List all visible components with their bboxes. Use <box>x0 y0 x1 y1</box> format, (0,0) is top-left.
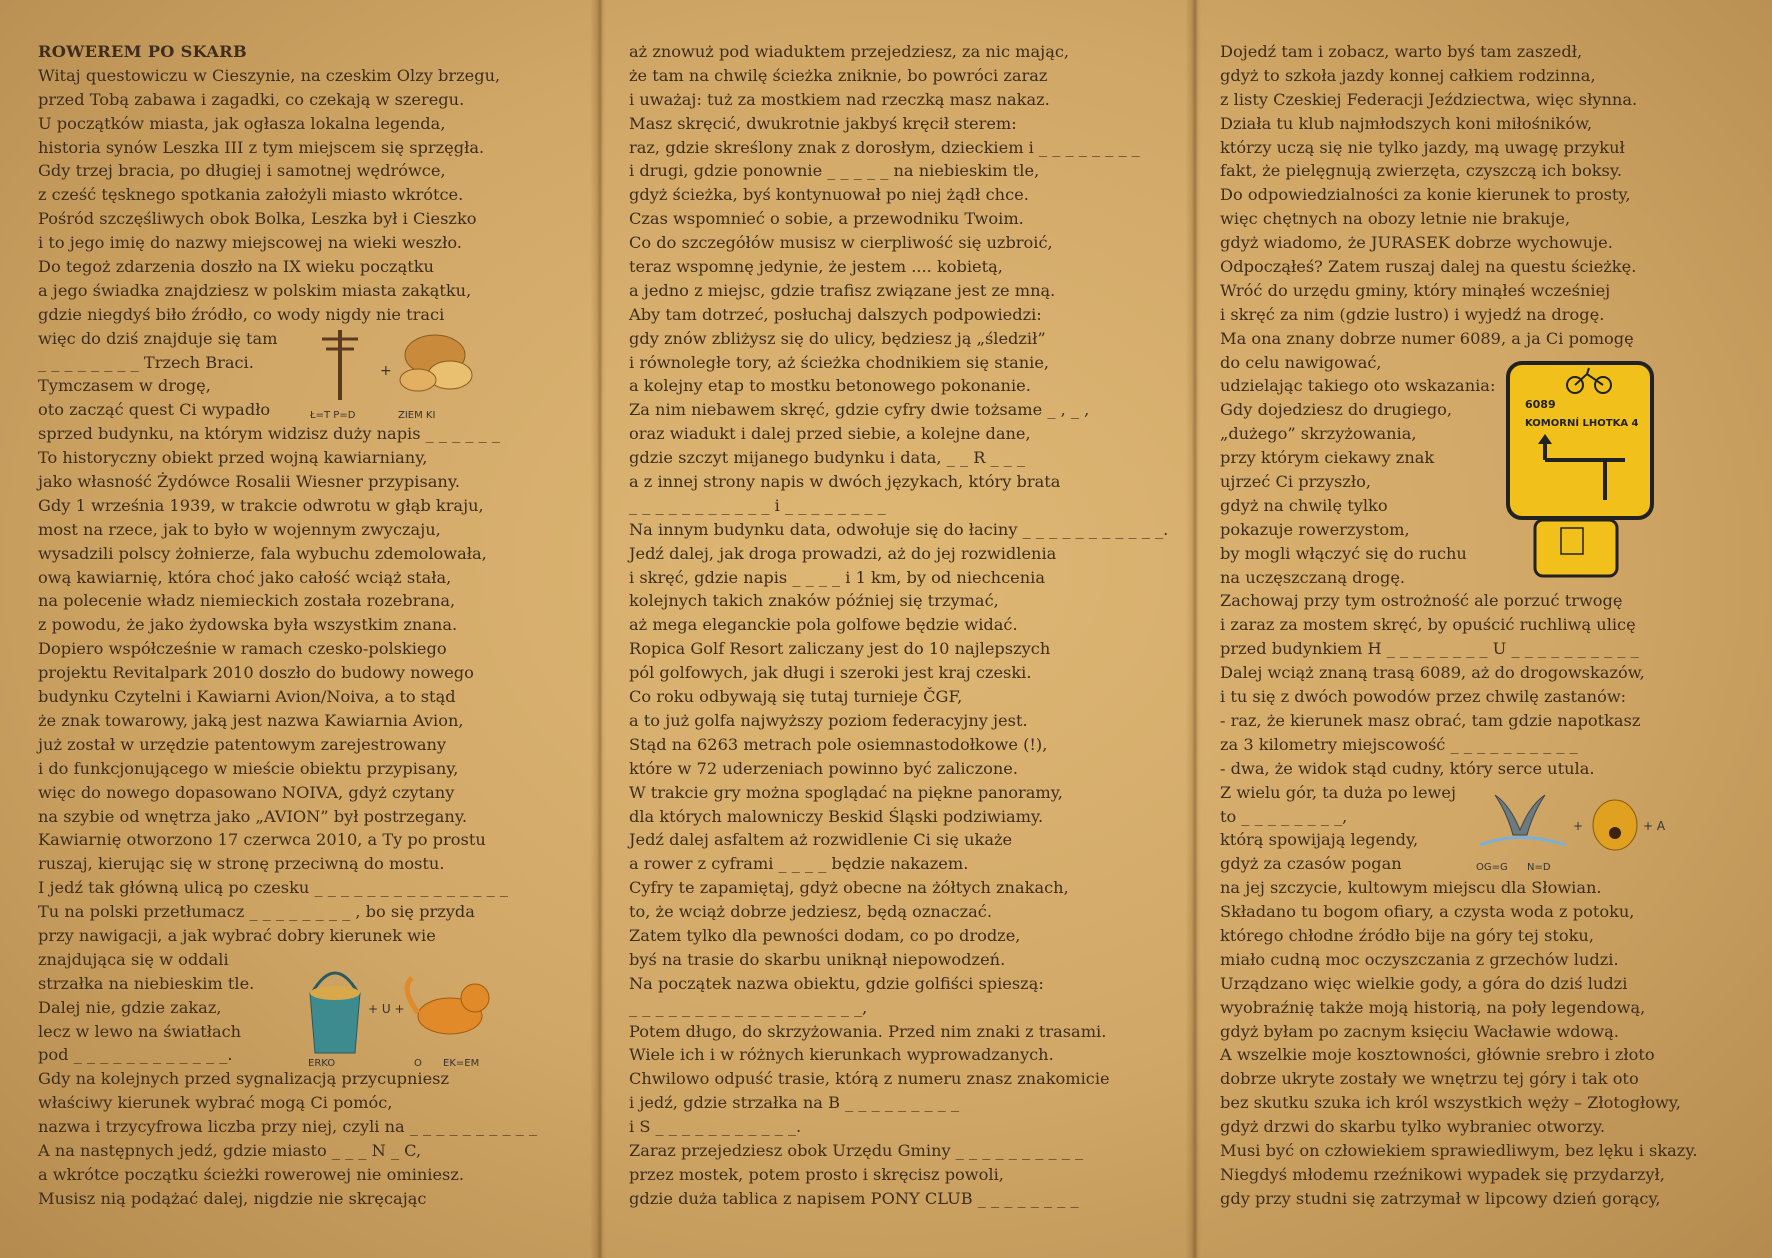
column-3 <box>1220 40 1760 1211</box>
text-line: Pośród szczęśliwych obok Bolka, Leszka był i Cieszko <box>38 209 477 229</box>
text-line: i uważaj: tuż za mostkiem nad rzeczką masz nakaz. <box>629 89 1050 109</box>
text-line: na uczęszczaną drogę. <box>1220 567 1406 587</box>
text-line: teraz wspomnę jedynie, że jestem .... kobietą, <box>629 257 1003 277</box>
text-line: Jedź dalej asfaltem aż rozwidlenie Ci się ukaże <box>629 830 1013 850</box>
sign-number: 6089 <box>1525 398 1556 411</box>
text-line: przez mostek, potem prosto i skręcisz powoli, <box>629 1164 1004 1184</box>
text-line: Urządzano więc wielkie gody, a góra do dziś ludzi <box>1220 973 1628 993</box>
text-line: aż znowuż pod wiaduktem przejedziesz, za nic mając, <box>629 42 1070 61</box>
text-line: jako własność Żydówce Rosalii Wiesner przypisany. <box>38 472 460 492</box>
fold-line-right <box>1192 0 1198 1258</box>
text-line: które w 72 uderzeniach powinno być zaliczone. <box>629 758 1018 778</box>
text-line: Ropica Golf Resort zaliczany jest do 10 najlepszych <box>629 639 1051 659</box>
text-line: to _ _ _ _ _ _ _ _, <box>1220 806 1348 826</box>
text-line: Wiele ich i w różnych kierunkach wyprowadzanych. <box>629 1045 1054 1065</box>
text-line: most na rzece, jak to było w wojennym zwyczaju, <box>38 519 441 539</box>
text-line: Tu na polski przetłumacz _ _ _ _ _ _ _ _ , bo się przyda <box>38 902 475 922</box>
text-line: Gdy trzej bracia, po długiej i samotnej wędrówce, <box>38 161 446 181</box>
text-line: fakt, że pielęgnują zwierzęta, czyszczą ich boksy. <box>1220 161 1622 181</box>
text-line: pól golfowych, jak długi i szeroki jest kraj czeski. <box>629 663 1032 683</box>
text-line: i skręć za nim (gdzie lustro) i wyjedź na drogę. <box>1220 304 1605 324</box>
text-line: gdyż to szkoła jazdy konnej całkiem rodzinna, <box>1220 65 1596 85</box>
document-title: ROWEREM PO SKARB <box>38 42 247 61</box>
text-line: i do funkcjonującego w mieście obiektu przypisany, <box>38 758 459 778</box>
text-line: Kawiarnię otworzono 17 czerwca 2010, a Ty po prostu <box>38 830 486 850</box>
text-line: _ _ _ _ _ _ _ _ _ _ _ i _ _ _ _ _ _ _ _ <box>629 495 886 515</box>
text-line: Odpocząłeś? Zatem ruszaj dalej na questu ścieżkę. <box>1220 257 1637 277</box>
pole-label: Ł=T P=D <box>310 410 356 421</box>
text-line: projektu Revitalpark 2010 doszło do budowy nowego <box>38 663 474 683</box>
text-line: strzałka na niebieskim tle. <box>38 973 255 993</box>
text-line: a wkrótce początku ścieżki rowerowej nie ominiesz. <box>38 1164 465 1184</box>
text-line: a jego świadka znajdziesz w polskim miasta zakątku, <box>38 280 472 300</box>
text-line: gdy przy studni się zatrzymał w lipcowy dzień gorący, <box>1220 1188 1661 1208</box>
text-line: z listy Czeskiej Federacji Jeździectwa, więc słynna. <box>1220 89 1638 109</box>
text-line: którzy uczą się nie tylko jazdy, mą uwagę przykuł <box>1220 137 1625 157</box>
text-line: przy nawigacji, a jak wybrać dobry kierunek wie <box>38 925 436 945</box>
text-line: i S _ _ _ _ _ _ _ _ _ _ _. <box>629 1117 802 1137</box>
svg-text:+ A: + A <box>1643 819 1666 833</box>
text-line: gdyż byłam po zacnym księciu Wacławie wdową. <box>1220 1021 1619 1041</box>
text-line: lecz w lewo na światłach <box>38 1021 242 1041</box>
bucket-label: ERKO <box>308 1058 336 1069</box>
text-line: Czas wspomnieć o sobie, a przewodniku Twoim. <box>629 209 1024 229</box>
text-line: Cyfry te zapamiętaj, gdyż obecne na żółtych znakach, <box>629 878 1069 898</box>
text-line: pod _ _ _ _ _ _ _ _ _ _ _ _. <box>38 1045 233 1065</box>
text-line: kolejnych takich znaków później się trzymać, <box>629 591 999 611</box>
text-line: Składano tu bogom ofiary, a czysta woda z potoku, <box>1220 902 1635 922</box>
text-line: ujrzeć Ci przyszło, <box>1220 472 1371 492</box>
text-line: Dalej nie, gdzie zakaz, <box>38 997 222 1017</box>
text-line: a kolejny etap to mostku betonowego pokonanie. <box>629 376 1031 396</box>
text-line: z powodu, że jako żydowska była wszystkim znana. <box>38 615 458 635</box>
text-line: Dojedź tam i zobacz, warto byś tam zaszedł, <box>1220 42 1583 61</box>
text-line: i drugi, gdzie ponownie _ _ _ _ _ na niebieskim tle, <box>629 161 1040 181</box>
column-2 <box>629 40 1169 1211</box>
road-sign-illustration <box>1505 360 1655 580</box>
text-line: gdzie duża tablica z napisem PONY CLUB _ _ _ _ _ _ _ _ <box>629 1188 1079 1208</box>
text-line: U początków miasta, jak ogłasza lokalna legenda, <box>38 113 446 133</box>
text-line: Na początek nazwa obiektu, gdzie golfiści spieszą: <box>629 973 1044 993</box>
text-line: Zachowaj przy tym ostrożność ale porzuć trwogę <box>1220 591 1623 611</box>
text-line: - raz, że kierunek masz obrać, tam gdzie napotkasz <box>1220 710 1641 730</box>
text-line: Potem długo, do skrzyżowania. Przed nim znaki z trasami. <box>629 1021 1107 1041</box>
text-line: i tu się z dwóch powodów przez chwilę zastanów: <box>1220 687 1627 707</box>
text-line: gdyż ścieżka, byś kontynuował po niej żądł chce. <box>629 185 1029 205</box>
potato-label: ZIEM KI <box>398 410 436 421</box>
text-line: Za nim niebawem skręć, gdzie cyfry dwie tożsame _ , _ , <box>629 400 1090 420</box>
text-line: W trakcie gry można spoglądać na piękne panoramy, <box>629 782 1063 802</box>
text-line: aż mega eleganckie pola golfowe będzie widać. <box>629 615 1018 635</box>
fold-line-left <box>597 0 603 1258</box>
text-line: Masz skręcić, dwukrotnie jakbyś kręcił sterem: <box>629 113 1017 133</box>
text-line: ruszaj, kierując się w stronę przeciwną do mostu. <box>38 854 445 874</box>
text-line: raz, gdzie skreślony znak z dorosłym, dzieckiem i _ _ _ _ _ _ _ _ <box>629 137 1140 157</box>
text-line: na szybie od wnętrza jako „AVION” był postrzegany. <box>38 806 467 826</box>
text-line: Ma ona znany dobrze numer 6089, a ja Ci pomogę <box>1220 328 1634 348</box>
text-line: do celu nawigować, <box>1220 352 1382 372</box>
text-line: za 3 kilometry miejscowość _ _ _ _ _ _ _ _ _ _ <box>1220 734 1578 754</box>
whale-label: OG=G <box>1476 862 1508 873</box>
text-line: To historyczny obiekt przed wojną kawiarniany, <box>38 448 428 468</box>
text-line: i zaraz za mostem skręć, by opuścić ruchliwą ulicę <box>1220 615 1636 635</box>
text-line: _ _ _ _ _ _ _ _ Trzech Braci. <box>38 352 254 372</box>
text-line: oraz wiadukt i dalej przed siebie, a kolejne dane, <box>629 424 1031 444</box>
text-line: więc do dziś znajduje się tam <box>38 328 278 348</box>
text-line: dla których malowniczy Beskid Śląski podziwiamy. <box>629 806 1044 826</box>
text-line: przy którym ciekawy znak <box>1220 448 1435 468</box>
text-line: Co do szczegółów musisz w cierpliwość się uzbroić, <box>629 233 1053 253</box>
text-line: by mogli włączyć się do ruchu <box>1220 543 1467 563</box>
text-line: I jedź tak główną ulicą po czesku _ _ _ _ _ _ _ _ _ _ _ _ _ _ _ <box>38 878 508 898</box>
text-line: przed budynkiem H _ _ _ _ _ _ _ _ U _ _ _ _ _ _ _ _ _ _ <box>1220 639 1639 659</box>
text-line: gdzie szczyt mijanego budynku i data, _ _ R _ _ _ <box>629 448 1026 468</box>
text-line: którego chłodne źródło bije na góry tej stoku, <box>1220 925 1594 945</box>
text-line: ową kawiarnię, która choć jako całość wciąż stała, <box>38 567 452 587</box>
text-line: a rower z cyframi _ _ _ _ będzie nakazem. <box>629 854 969 874</box>
text-line: historia synów Leszka III z tym miejscem się sprzęgła. <box>38 137 485 157</box>
text-line: udzielając takiego oto wskazania: <box>1220 376 1496 396</box>
text-line: wysadzili polscy żołnierze, fala wybuchu zdemolowała, <box>38 543 487 563</box>
text-line: Witaj questowiczu w Cieszynie, na czeskim Olzy brzegu, <box>38 65 501 85</box>
text-line: gdyż drzwi do skarbu tylko wybraniec otworzy. <box>1220 1117 1605 1137</box>
text-line: gdyż wiadomo, że JURASEK dobrze wychowuje. <box>1220 233 1613 253</box>
text-line: gdy znów zbliżysz się do ulicy, będziesz ją „śledził” <box>629 328 1046 348</box>
sign-text: KOMORNÍ LHOTKA 4 <box>1525 418 1639 429</box>
whale-hive-illustration <box>1475 785 1675 865</box>
text-line: „dużego” skrzyżowania, <box>1220 424 1417 444</box>
text-line: i to jego imię do nazwy miejscowej na wieki weszło. <box>38 233 462 253</box>
text-line: Do odpowiedzialności za konie kierunek to prosty, <box>1220 185 1631 205</box>
text-line: Gdy dojedziesz do drugiego, <box>1220 400 1453 420</box>
text-line: Tymczasem w drogę, <box>38 376 211 396</box>
text-line: bez skutku szuka ich król wszystkich węży – Złotogłowy, <box>1220 1093 1681 1113</box>
text-line: gdyż za czasów pogan <box>1220 854 1402 874</box>
text-line: Chwilowo odpuść trasie, którą z numeru znasz znakomicie <box>629 1069 1110 1089</box>
text-line: przed Tobą zabawa i zagadki, co czekają w szeregu. <box>38 89 465 109</box>
text-line: Zaraz przejedziesz obok Urzędu Gminy _ _ _ _ _ _ _ _ _ _ <box>629 1140 1084 1160</box>
text-line: byś na trasie do skarbu uniknął niepowodzeń. <box>629 949 1006 969</box>
text-line: Gdy 1 września 1939, w trakcie odwrotu w głąb kraju, <box>38 495 484 515</box>
text-line: Wróć do urzędu gminy, który minąłeś wcześniej <box>1220 280 1611 300</box>
text-line: na jej szczycie, kultowym miejscu dla Słowian. <box>1220 878 1602 898</box>
text-line: Do tegoż zdarzenia doszło na IX wieku początku <box>38 257 434 277</box>
text-line: gdzie niegdyś biło źródło, co wody nigdy nie traci <box>38 304 445 324</box>
text-line: a to już golfa najwyższy poziom federacyjny jest. <box>629 710 1028 730</box>
text-line: Musisz nią podążać dalej, nigdzie nie skręcając <box>38 1188 427 1208</box>
text-line: z cześć tęsknego spotkania założyli miasto wkrótce. <box>38 185 464 205</box>
svg-text:+: + <box>1573 819 1584 833</box>
text-line: dobrze ukryte zostały we wnętrzu tej góry i tak oto <box>1220 1069 1639 1089</box>
text-line: Jedź dalej, jak droga prowadzi, aż do jej rozwidlenia <box>629 543 1057 563</box>
cat-label-2: EK=EM <box>443 1058 480 1069</box>
text-line: Działa tu klub najmłodszych koni miłośników, <box>1220 113 1593 133</box>
text-line: pokazuje rowerzystom, <box>1220 519 1410 539</box>
text-line: właściwy kierunek wybrać mogą Ci pomóc, <box>38 1093 393 1113</box>
text-line: oto zacząć quest Ci wypadło <box>38 400 271 420</box>
text-line: _ _ _ _ _ _ _ _ _ _ _ _ _ _ _ _ _ _, <box>629 997 868 1017</box>
text-line: Co roku odbywają się tutaj turnieje ČGF, <box>629 687 963 707</box>
bucket-cat-illustration <box>300 958 500 1058</box>
text-line: Dopiero współcześnie w ramach czesko-polskiego <box>38 639 447 659</box>
text-line: że znak towarowy, jaką jest nazwa Kawiarnia Avion, <box>38 710 464 730</box>
text-line: którą spowijają legendy, <box>1220 830 1419 850</box>
text-line: na polecenie władz niemieckich została rozebrana, <box>38 591 456 611</box>
svg-text:+ U +: + U + <box>368 1002 405 1016</box>
text-line: Stąd na 6263 metrach pole osiemnastodołkowe (!), <box>629 734 1048 754</box>
text-line: gdyż na chwilę tylko <box>1220 495 1388 515</box>
text-line: to, że wciąż dobrze jedziesz, będą oznaczać. <box>629 902 992 922</box>
text-line: Niegdyś młodemu rzeźnikowi wypadek się przydarzył, <box>1220 1164 1665 1184</box>
text-line: Z wielu gór, ta duża po lewej <box>1220 782 1456 802</box>
text-line: i równoległe tory, aż ścieżka chodnikiem się stanie, <box>629 352 1050 372</box>
text-line: znajdująca się w oddali <box>38 949 229 969</box>
text-line: więc chętnych na obozy letnie nie brakuje, <box>1220 209 1571 229</box>
text-line: Zatem tylko dla pewności dodam, co po drodze, <box>629 925 1021 945</box>
text-line: sprzed budynku, na którym widzisz duży napis _ _ _ _ _ _ <box>38 424 500 444</box>
text-line: a z innej strony napis w dwóch językach, który brata <box>629 472 1061 492</box>
text-line: więc do nowego dopasowano NOIVA, gdyż czytany <box>38 782 455 802</box>
text-line: nazwa i trzycyfrowa liczba przy niej, czyli na _ _ _ _ _ _ _ _ _ _ <box>38 1117 538 1137</box>
text-line: a jedno z miejsc, gdzie trafisz związane jest ze mną. <box>629 280 1056 300</box>
text-line: Na innym budynku data, odwołuje się do łaciny _ _ _ _ _ _ _ _ _ _ _. <box>629 519 1169 539</box>
text-line: Aby tam dotrzeć, posłuchaj dalszych podpowiedzi: <box>629 304 1042 324</box>
text-line: A wszelkie moje kosztowności, głównie srebro i złoto <box>1220 1045 1655 1065</box>
text-line: że tam na chwilę ścieżka zniknie, bo powróci zaraz <box>629 65 1048 85</box>
svg-text:+: + <box>380 363 392 379</box>
text-line: Gdy na kolejnych przed sygnalizacją przycupniesz <box>38 1069 450 1089</box>
text-line: już został w urzędzie patentowym zarejestrowany <box>38 734 447 754</box>
cat-label-1: O <box>414 1058 422 1069</box>
text-line: i skręć, gdzie napis _ _ _ _ i 1 km, by od niechcenia <box>629 567 1045 587</box>
text-line: budynku Czytelni i Kawiarni Avion/Noiva, a to stąd <box>38 687 456 707</box>
text-line: miało cudną moc oczyszczania z grzechów ludzi. <box>1220 949 1619 969</box>
text-line: wyobraźnię także moją historią, na poły legendową, <box>1220 997 1646 1017</box>
text-line: A na następnych jedź, gdzie miasto _ _ _ N _ C, <box>38 1140 422 1160</box>
text-line: i jedź, gdzie strzałka na B _ _ _ _ _ _ _ _ _ <box>629 1093 960 1113</box>
hive-label: N=D <box>1527 862 1551 873</box>
text-line: Musi być on człowiekiem sprawiedliwym, bez lęku i skazy. <box>1220 1140 1698 1160</box>
text-line: Dalej wciąż znaną trasą 6089, aż do drogowskazów, <box>1220 663 1645 683</box>
text-line: - dwa, że widok stąd cudny, który serce utula. <box>1220 758 1595 778</box>
